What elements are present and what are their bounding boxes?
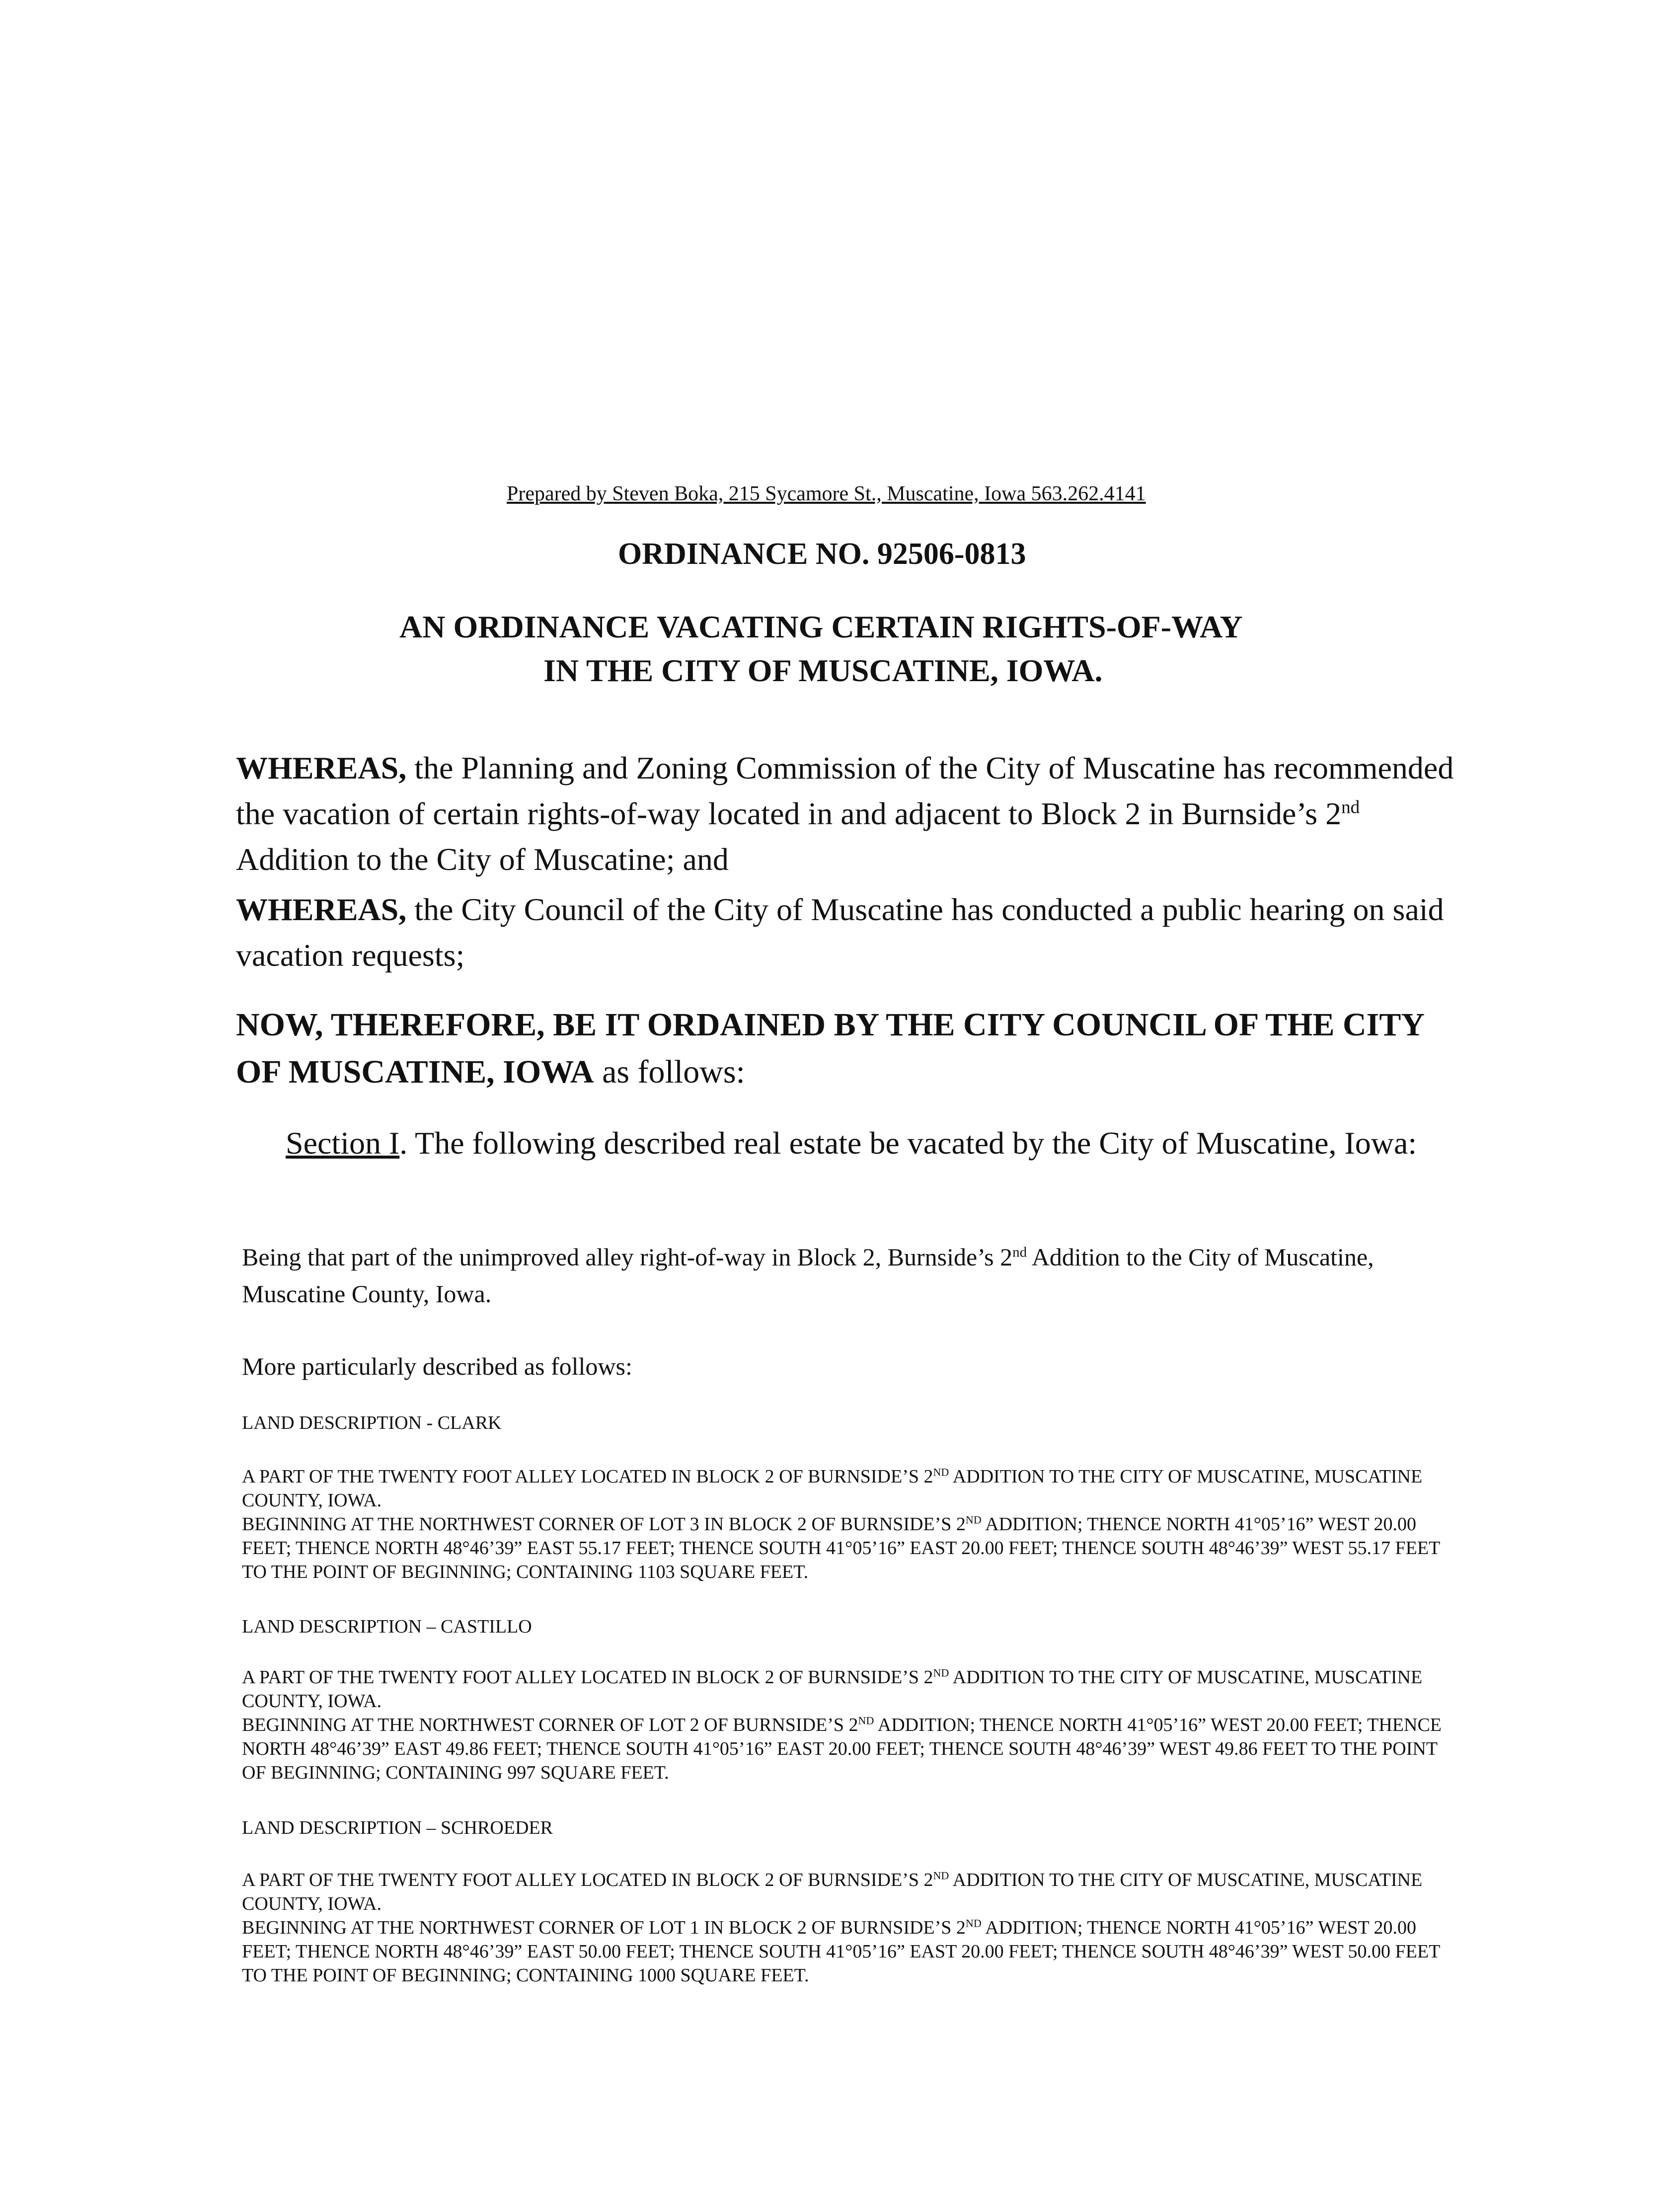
land-description-text: ADDITION; THENCE NORTH 41°05’16” WEST 20.00 FEET; THENCE NORTH 48°46’39” EAST 55.17 FEET; THENCE SOUTH 41°05’16” EAST 20.00 FEET; THENCE SOUTH 48°46’39” WEST 55.17 FEET TO THE POINT OF BEGINNING; CONTAINING 1103 SQUARE FEET. — [242, 1514, 1440, 1582]
land-description-text: BEGINNING AT THE NORTHWEST CORNER OF LOT 1 IN BLOCK 2 OF BURNSIDE’S 2 — [242, 1917, 966, 1938]
whereas-paragraph-2 — [236, 887, 1458, 978]
whereas-lead: WHEREAS, — [236, 892, 407, 927]
land-description-text: A PART OF THE TWENTY FOOT ALLEY LOCATED IN BLOCK 2 OF BURNSIDE’S 2 — [242, 1667, 933, 1688]
ordinance-title-line-2: IN THE CITY OF MUSCATINE, IOWA. — [543, 653, 1103, 688]
more-particularly-line: More particularly described as follows: — [242, 1352, 632, 1380]
ordinal-suffix: ND — [858, 1714, 874, 1727]
land-description-heading: LAND DESCRIPTION – CASTILLO — [242, 1616, 532, 1637]
land-description-text: A PART OF THE TWENTY FOOT ALLEY LOCATED IN BLOCK 2 OF BURNSIDE’S 2 — [242, 1466, 933, 1487]
now-therefore-bold: NOW, THEREFORE, BE IT ORDAINED BY THE CITY COUNCIL OF THE CITY OF MUSCATINE, IOWA — [236, 1007, 1424, 1090]
whereas-text: the City Council of the City of Muscatine has conducted a public hearing on said vacation requests; — [236, 892, 1444, 973]
whereas-paragraph-1 — [236, 745, 1458, 882]
being-text: Being that part of the unimproved alley right-of-way in Block 2, Burnside’s 2 — [242, 1243, 1013, 1271]
land-description-paragraph — [242, 1665, 1464, 1785]
section-1-paragraph — [236, 1120, 1458, 1166]
ordinal-suffix: ND — [965, 1513, 982, 1526]
prepared-by-line: Prepared by Steven Boka, 215 Sycamore St., Muscatine, Iowa 563.262.4141 — [507, 482, 1146, 505]
ordinance-title-line-1: AN ORDINANCE VACATING CERTAIN RIGHTS-OF-WAY — [399, 609, 1243, 644]
being-paragraph — [242, 1239, 1459, 1312]
whereas-text: the Planning and Zoning Commission of the City of Muscatine has recommended the vacation of certain rights-of-way located in and adjacent to Block 2 in Burnside’s 2 — [236, 750, 1454, 831]
land-description-text: ADDITION TO THE CITY OF MUSCATINE, MUSCATINE COUNTY, IOWA. — [242, 1466, 1423, 1511]
land-description-paragraph — [242, 1868, 1464, 1987]
ordinal-suffix: ND — [965, 1917, 982, 1930]
ordinal-suffix: ND — [933, 1666, 949, 1679]
being-text: Addition to the City of Muscatine, Muscatine County, Iowa. — [242, 1243, 1374, 1308]
land-description-text: ADDITION TO THE CITY OF MUSCATINE, MUSCATINE COUNTY, IOWA. — [242, 1667, 1423, 1712]
whereas-text: Addition to the City of Muscatine; and — [236, 842, 729, 877]
ordinance-number: ORDINANCE NO. 92506-0813 — [618, 537, 1026, 571]
land-description-paragraph — [242, 1465, 1464, 1584]
ordinal-suffix: nd — [1341, 797, 1360, 818]
land-description-text: ADDITION; THENCE NORTH 41°05’16” WEST 20.00 FEET; THENCE NORTH 48°46’39” EAST 50.00 FEET; THENCE SOUTH 41°05’16” EAST 20.00 FEET; THENCE SOUTH 48°46’39” WEST 50.00 FEET TO THE POINT OF BEGINNING; CONTAINING 1000 SQUARE FEET. — [242, 1917, 1440, 1986]
land-description-text: A PART OF THE TWENTY FOOT ALLEY LOCATED IN BLOCK 2 OF BURNSIDE’S 2 — [242, 1870, 933, 1890]
now-therefore-tail: as follows: — [594, 1054, 745, 1090]
ordinal-suffix: nd — [1012, 1244, 1027, 1260]
land-description-text: ADDITION TO THE CITY OF MUSCATINE, MUSCATINE COUNTY, IOWA. — [242, 1870, 1423, 1914]
ordinal-suffix: ND — [933, 1869, 949, 1882]
land-description-heading: LAND DESCRIPTION - CLARK — [242, 1412, 502, 1433]
section-1-label: Section I — [286, 1125, 400, 1161]
section-1-text: . The following described real estate be vacated by the City of Muscatine, Iowa: — [399, 1125, 1417, 1161]
land-description-text: BEGINNING AT THE NORTHWEST CORNER OF LOT 2 OF BURNSIDE’S 2 — [242, 1715, 858, 1735]
whereas-lead: WHEREAS, — [236, 750, 407, 785]
ordinal-suffix: ND — [933, 1466, 949, 1479]
land-description-text: BEGINNING AT THE NORTHWEST CORNER OF LOT 3 IN BLOCK 2 OF BURNSIDE’S 2 — [242, 1514, 966, 1535]
land-description-text: ADDITION; THENCE NORTH 41°05’16” WEST 20.00 FEET; THENCE NORTH 48°46’39” EAST 49.86 FEET; THENCE SOUTH 41°05’16” EAST 20.00 FEET; THENCE SOUTH 48°46’39” WEST 49.86 FEET TO THE POINT OF BEGINNING; CONTAINING 997 SQUARE FEET. — [242, 1715, 1442, 1783]
land-description-heading: LAND DESCRIPTION – SCHROEDER — [242, 1817, 553, 1838]
now-therefore-paragraph — [236, 1001, 1458, 1096]
